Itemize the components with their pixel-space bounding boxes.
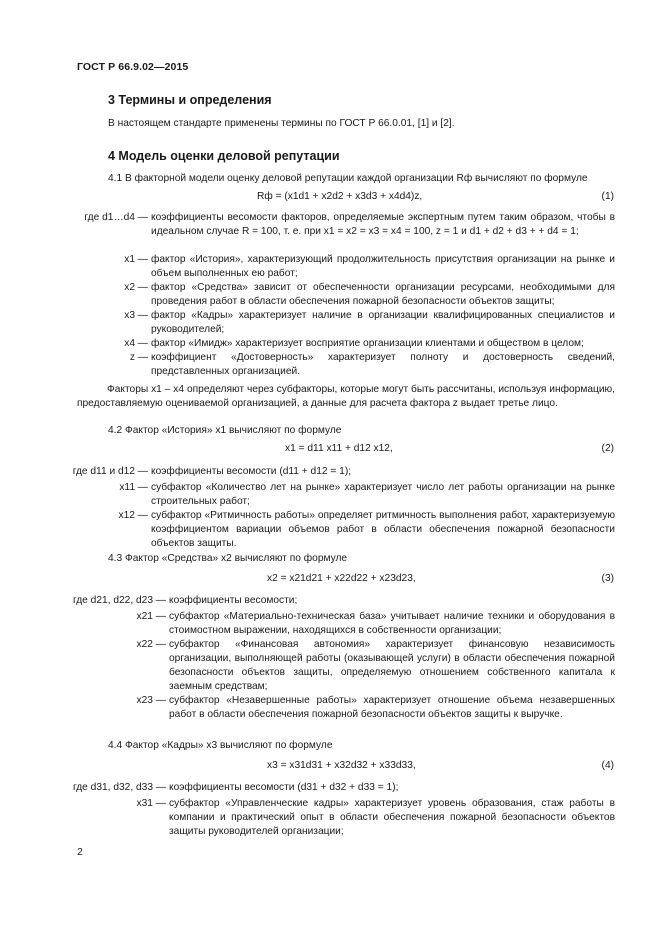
definition-label: где d21, d22, d23 — [72, 595, 166, 606]
paragraph-4-1: 4.1 В факторной модели оценку деловой репутации каждой организации Rф вычисляют по формуле [108, 173, 588, 184]
definition-label: x1 — [124, 254, 148, 265]
definition-item [72, 253, 615, 281]
section-3-text: В настоящем стандарте применены термины по ГОСТ Р 66.0.01, [1] и [2]. [108, 118, 455, 129]
equation-number-3: (3) [601, 573, 614, 584]
definition-item [72, 694, 615, 722]
definition-text: субфактор «Количество лет на рынке» характеризует число лет работы организации на рынке строительных работ; [151, 482, 615, 507]
paragraph-4-4: 4.4 Фактор «Кадры» x3 вычисляют по формуле [108, 740, 333, 751]
definition-label: где d11 и d12 — [72, 466, 148, 477]
definition-item [72, 781, 615, 795]
definition-item [72, 797, 615, 839]
factors-paragraph: Факторы x1 – x4 определяют через субфакторы, которые могут быть рассчитаны, используя информацию, предоставляемую оцениваемой организацией, а данные для расчета фактора z выдает третье лицо. [77, 384, 615, 409]
page-number: 2 [77, 846, 83, 858]
definition-item [72, 610, 615, 638]
definition-label: x31 — [136, 798, 166, 809]
definition-item [72, 509, 615, 551]
definition-label: x2 — [124, 282, 148, 293]
definition-item [72, 481, 615, 509]
definition-text: субфактор «Незавершенные работы» характеризует отношение объема незавершенных работ в области обеспечения пожарной безопасности объектов защиты к выручке. [169, 695, 615, 720]
section-3-title: 3 Термины и определения [108, 93, 272, 107]
definition-text: субфактор «Финансовая автономия» характеризует финансовую независимость организации, выполняющей работы (оказывающей услуги) в области обеспечения пожарной безопасности объектов защиты, определяемую отношением собственного капитала к заемным средствам; [169, 639, 615, 692]
definition-text: коэффициенты весомости (d31 + d32 + d33 = 1); [169, 782, 399, 793]
definition-label: x23 — [136, 695, 166, 706]
definition-item [72, 594, 615, 608]
document-code: ГОСТ Р 66.9.02—2015 [77, 61, 189, 73]
definition-label: x21 — [136, 611, 166, 622]
section-4-title: 4 Модель оценки деловой репутации [108, 149, 340, 163]
definition-text: фактор «Имидж» характеризует восприятие организации клиентами и обществом в целом; [151, 338, 584, 349]
formula-3: x2 = x21d21 + x22d22 + x23d23, [267, 573, 416, 584]
definition-label: где d31, d32, d33 — [72, 782, 166, 793]
definition-item [72, 465, 615, 479]
equation-number-2: (2) [601, 443, 614, 454]
formula-4: x3 = x31d31 + x32d32 + x33d33, [267, 760, 416, 771]
definition-label: где d1…d4 — [84, 212, 148, 223]
definition-text: коэффициенты весомости; [169, 595, 298, 606]
definition-text: коэффициенты весомости (d11 + d12 = 1); [151, 466, 352, 477]
definition-label: x22 — [136, 639, 166, 650]
definition-text: фактор «Кадры» характеризует наличие в организации квалифицированных специалистов и руководителей; [151, 310, 615, 335]
equation-number-1: (1) [601, 191, 614, 202]
definition-label: x3 — [124, 310, 148, 321]
definition-text: фактор «Средства» зависит от обеспеченности организации ресурсами, необходимыми для проведения работ в области обеспечения пожарной безопасности объектов защиты; [151, 282, 615, 307]
definition-text: субфактор «Ритмичность работы» определяет ритмичность выполнения работ, характеризуемую коэффициентом вариации объемов работ в области обеспечения пожарной безопасности объектов защиты. [151, 510, 615, 549]
equation-number-4: (4) [601, 760, 614, 771]
paragraph-4-3: 4.3 Фактор «Средства» x2 вычисляют по формуле [108, 553, 348, 564]
definition-item [72, 211, 615, 239]
definition-label: x12 — [118, 510, 148, 521]
definition-label: z — [129, 352, 148, 363]
formula-1: Rф = (x1d1 + x2d2 + x3d3 + x4d4)z, [257, 191, 423, 202]
definition-text: коэффициент «Достоверность» характеризует полноту и достоверность сведений, представленных организацией. [151, 352, 615, 377]
definition-item [72, 337, 615, 351]
definition-label: x4 — [124, 338, 148, 349]
definition-label: x11 — [119, 482, 148, 493]
definition-text: коэффициенты весомости факторов, определяемые экспертным путем таким образом, чтобы в идеальном случае R = 100, т. е. при x1 = x2 = x3 = x4 = 100, z = 1 и d1 + d2 + d3 + + d4 = 1; [151, 212, 615, 237]
formula-2: x1 = d11 x11 + d12 x12, [285, 443, 393, 454]
definition-item [72, 638, 615, 694]
paragraph-4-2: 4.2 Фактор «История» x1 вычисляют по формуле [108, 425, 342, 436]
definition-text: субфактор «Материально-техническая база» учитывает наличие техники и оборудования в стоимостном выражении, находящихся в собственности организации; [169, 611, 615, 636]
definition-text: фактор «История», характеризующий продолжительность присутствия организации на рынке и объем выполненных ею работ; [151, 254, 615, 279]
definition-item [72, 309, 615, 337]
definition-text: субфактор «Управленческие кадры» характеризует уровень образования, стаж работы в компании и практический опыт в области обеспечения пожарной безопасности объектов защиты руководителей организации; [169, 798, 615, 837]
definition-item [72, 351, 615, 379]
definition-item [72, 281, 615, 309]
